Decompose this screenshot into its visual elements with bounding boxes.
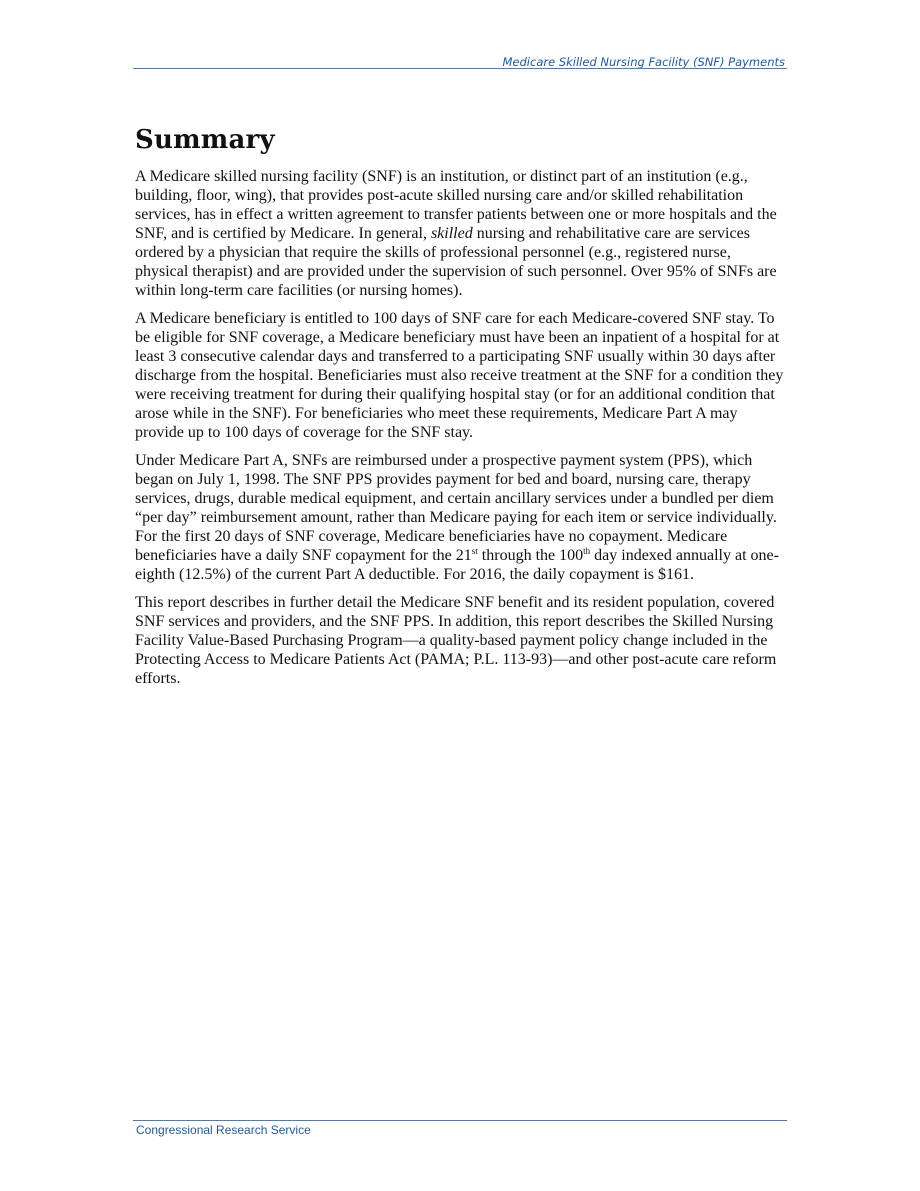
summary-section [135,125,787,697]
running-header: Medicare Skilled Nursing Facility (SNF) Payments [502,55,785,69]
p1-italic-term: skilled [430,225,473,242]
summary-heading: Summary [135,125,275,155]
summary-paragraph-3 [135,451,787,584]
p3-superscript-1: st [471,546,478,556]
footer-divider [133,1120,787,1121]
p3-text-part-3: day indexed annually at one-eighth (12.5%) of the current Part A deductible. For 2016, the daily copayment is $161. [135,547,779,583]
p3-superscript-2: th [583,546,591,556]
footer-organization: Congressional Research Service [136,1123,311,1137]
p3-text-part-1: Under Medicare Part A, SNFs are reimbursed under a prospective payment system (PPS), which began on July 1, 1998. The SNF PPS provides payment for bed and board, nursing care, therapy services, drugs, durable medical equipment, and certain ancillary services under a bundled per diem “per day” reimbursement amount, rather than Medicare paying for each item or service individually. For the first 20 days of SNF coverage, Medicare beneficiaries have no copayment. Medicare beneficiaries have a daily SNF copayment for the 21 [135,452,777,564]
summary-paragraph-4: This report describes in further detail the Medicare SNF benefit and its resident population, covered SNF services and providers, and the SNF PPS. In addition, this report describes the Skilled Nursing Facility Value-Based Purchasing Program—a quality-based payment policy change included in the Protecting Access to Medicare Patients Act (PAMA; P.L. 113-93)—and other post-acute care reform efforts. [135,594,777,687]
summary-paragraph-1 [135,167,787,300]
header-divider [133,68,787,69]
p1-text-start: A Medicare skilled nursing facility (SNF) is an institution, or distinct part of an institution (e.g., building, floor, wing), that provides post-acute skilled nursing care and/or skilled rehabilitation services, has in effect a written agreement to transfer patients between one or more hospitals and the SNF, and is certified by Medicare. In general, [135,168,777,242]
summary-paragraph-2: A Medicare beneficiary is entitled to 100 days of SNF care for each Medicare-covered SNF stay. To be eligible for SNF coverage, a Medicare beneficiary must have been an inpatient of a hospital for at least 3 consecutive calendar days and transferred to a participating SNF usually within 30 days after discharge from the hospital. Beneficiaries must also receive treatment at the SNF for a condition they were receiving treatment for during their qualifying hospital stay (or for an additional condition that arose while in the SNF). For beneficiaries who meet these requirements, Medicare Part A may provide up to 100 days of coverage for the SNF stay. [135,310,784,441]
p3-text-part-2: through the 100 [477,547,584,564]
p1-text-end: nursing and rehabilitative care are services ordered by a physician that require the skills of professional personnel (e.g., registered nurse, physical therapist) and are provided under the supervision of such personnel. Over 95% of SNFs are within long-term care facilities (or nursing homes). [135,225,777,299]
